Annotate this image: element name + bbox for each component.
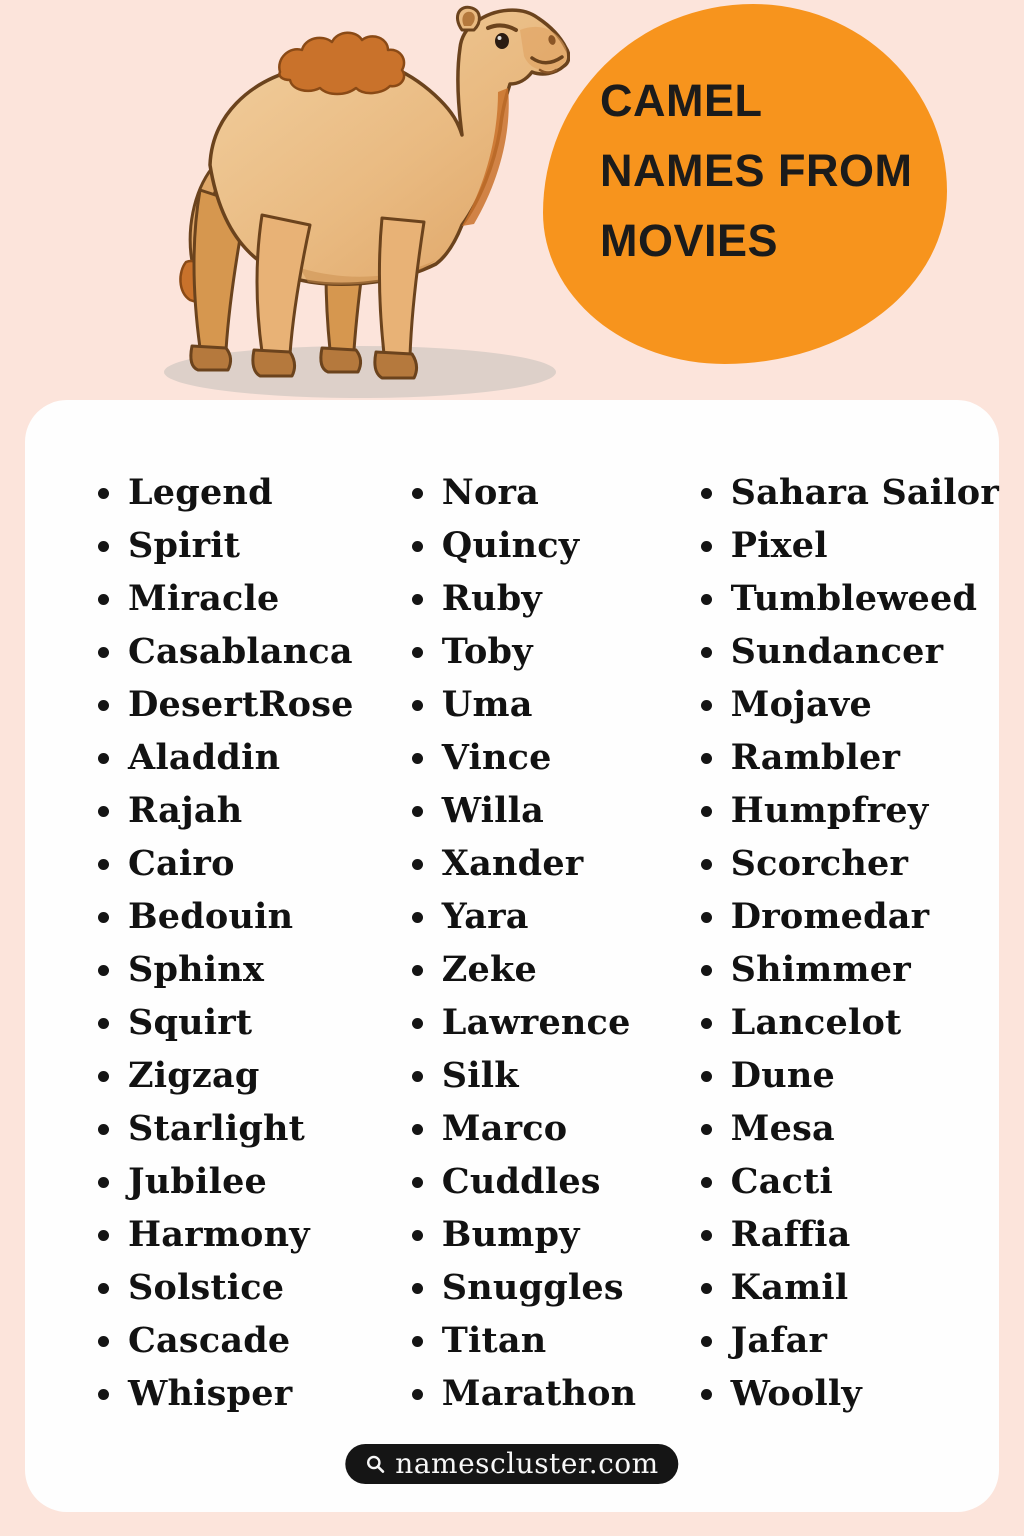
bullet-icon <box>412 753 423 764</box>
list-item <box>701 943 999 996</box>
bullet-icon <box>98 647 109 658</box>
list-item <box>412 784 701 837</box>
camel-name: Kamil <box>730 1267 849 1308</box>
list-item <box>701 1208 999 1261</box>
names-column-3 <box>701 466 999 1420</box>
list-item <box>701 731 999 784</box>
list-item <box>701 572 999 625</box>
bullet-icon <box>98 488 109 499</box>
camel-name: DesertRose <box>128 684 354 725</box>
names-card <box>25 400 999 1512</box>
bullet-icon <box>412 1230 423 1241</box>
bullet-icon <box>701 806 712 817</box>
list-item <box>98 1261 412 1314</box>
title-line: NAMES FROM <box>600 145 913 196</box>
camel-name: Shimmer <box>730 949 911 990</box>
search-icon <box>365 1454 386 1475</box>
camel-name: Rambler <box>730 737 901 778</box>
list-item <box>701 1049 999 1102</box>
camel-name: Rajah <box>128 790 243 831</box>
bullet-icon <box>412 1336 423 1347</box>
camel-name: Ruby <box>441 578 542 619</box>
list-item <box>701 837 999 890</box>
camel-name: Squirt <box>128 1002 253 1043</box>
bullet-icon <box>701 753 712 764</box>
list-item <box>98 890 412 943</box>
list-item <box>98 1314 412 1367</box>
camel-name: Pixel <box>730 525 828 566</box>
bullet-icon <box>98 753 109 764</box>
name-columns <box>25 400 999 1420</box>
list-item <box>701 678 999 731</box>
list-item <box>98 678 412 731</box>
list-item <box>412 943 701 996</box>
list-item <box>412 1102 701 1155</box>
bullet-icon <box>98 1177 109 1188</box>
bullet-icon <box>412 488 423 499</box>
bullet-icon <box>98 1124 109 1135</box>
bullet-icon <box>412 541 423 552</box>
list-item <box>701 1155 999 1208</box>
camel-name: Silk <box>441 1055 519 1096</box>
camel-name: Spirit <box>128 525 241 566</box>
bullet-icon <box>412 594 423 605</box>
camel-name: Toby <box>441 631 533 672</box>
bullet-icon <box>98 1071 109 1082</box>
bullet-icon <box>412 1283 423 1294</box>
list-item <box>98 996 412 1049</box>
camel-name: Whisper <box>128 1373 293 1414</box>
bullet-icon <box>701 700 712 711</box>
bullet-icon <box>412 700 423 711</box>
list-item <box>701 466 999 519</box>
bullet-icon <box>701 647 712 658</box>
camel-name: Lancelot <box>730 1002 902 1043</box>
camel-name: Jubilee <box>128 1161 268 1202</box>
camel-name: Lawrence <box>441 1002 631 1043</box>
list-item <box>98 572 412 625</box>
bullet-icon <box>701 1283 712 1294</box>
list-item <box>412 731 701 784</box>
bullet-icon <box>98 965 109 976</box>
bullet-icon <box>412 859 423 870</box>
bullet-icon <box>701 1336 712 1347</box>
camel-name: Legend <box>128 472 273 513</box>
camel-name: Miracle <box>128 578 280 619</box>
names-column-1 <box>98 466 412 1420</box>
camel-name: Zigzag <box>128 1055 260 1096</box>
list-item <box>98 784 412 837</box>
title-line: MOVIES <box>600 215 779 266</box>
camel-name: Sundancer <box>730 631 944 672</box>
list-item <box>98 731 412 784</box>
list-item <box>701 625 999 678</box>
list-item <box>412 1367 701 1420</box>
camel-name: Sphinx <box>128 949 265 990</box>
bullet-icon <box>98 1336 109 1347</box>
title-line: CAMEL <box>600 75 763 126</box>
camel-name: Willa <box>441 790 545 831</box>
site-label: namescluster.com <box>395 1447 659 1480</box>
camel-name: Quincy <box>441 525 580 566</box>
list-item <box>412 1155 701 1208</box>
camel-name: Uma <box>441 684 533 725</box>
bullet-icon <box>412 1177 423 1188</box>
list-item <box>412 678 701 731</box>
bullet-icon <box>98 700 109 711</box>
list-item <box>412 519 701 572</box>
list-item <box>98 1102 412 1155</box>
bullet-icon <box>412 1018 423 1029</box>
bullet-icon <box>701 1230 712 1241</box>
list-item <box>701 996 999 1049</box>
list-item <box>412 1208 701 1261</box>
names-column-2 <box>412 466 701 1420</box>
list-item <box>701 1261 999 1314</box>
camel-name: Humpfrey <box>730 790 929 831</box>
list-item <box>412 837 701 890</box>
title-blob <box>543 4 947 364</box>
camel-name: Zeke <box>441 949 537 990</box>
list-item <box>701 784 999 837</box>
bullet-icon <box>98 594 109 605</box>
site-badge[interactable] <box>345 1444 678 1484</box>
list-item <box>98 1155 412 1208</box>
bullet-icon <box>701 859 712 870</box>
list-item <box>98 519 412 572</box>
camel-name: Raffia <box>730 1214 851 1255</box>
bullet-icon <box>98 1283 109 1294</box>
camel-name: Woolly <box>730 1373 862 1414</box>
list-item <box>98 1367 412 1420</box>
camel-illustration <box>150 0 570 405</box>
camel-name: Mesa <box>730 1108 835 1149</box>
camel-name: Cacti <box>730 1161 833 1202</box>
bullet-icon <box>98 541 109 552</box>
bullet-icon <box>701 965 712 976</box>
list-item <box>412 996 701 1049</box>
camel-name: Snuggles <box>441 1267 624 1308</box>
list-item <box>98 1208 412 1261</box>
bullet-icon <box>701 488 712 499</box>
bullet-icon <box>412 1124 423 1135</box>
camel-name: Scorcher <box>730 843 909 884</box>
list-item <box>98 837 412 890</box>
bullet-icon <box>98 1018 109 1029</box>
camel-name: Harmony <box>128 1214 310 1255</box>
bullet-icon <box>701 912 712 923</box>
bullet-icon <box>98 859 109 870</box>
list-item <box>412 1314 701 1367</box>
camel-name: Vince <box>441 737 552 778</box>
list-item <box>412 625 701 678</box>
list-item <box>98 625 412 678</box>
camel-name: Solstice <box>128 1267 285 1308</box>
list-item <box>701 1102 999 1155</box>
list-item <box>701 1367 999 1420</box>
camel-name: Bedouin <box>128 896 294 937</box>
bullet-icon <box>412 912 423 923</box>
bullet-icon <box>701 1177 712 1188</box>
bullet-icon <box>701 1071 712 1082</box>
bullet-icon <box>412 647 423 658</box>
camel-name: Nora <box>441 472 540 513</box>
bullet-icon <box>412 1389 423 1400</box>
list-item <box>412 572 701 625</box>
list-item <box>412 466 701 519</box>
bullet-icon <box>412 806 423 817</box>
camel-name: Dromedar <box>730 896 930 937</box>
camel-name: Mojave <box>730 684 872 725</box>
bullet-icon <box>701 1124 712 1135</box>
list-item <box>412 1049 701 1102</box>
camel-name: Dune <box>730 1055 835 1096</box>
camel-name: Cascade <box>128 1320 291 1361</box>
camel-name: Bumpy <box>441 1214 580 1255</box>
list-item <box>701 1314 999 1367</box>
list-item <box>701 890 999 943</box>
bullet-icon <box>412 1071 423 1082</box>
camel-name: Jafar <box>730 1320 828 1361</box>
camel-name: Sahara Sailor <box>730 472 999 513</box>
camel-name: Casablanca <box>128 631 353 672</box>
list-item <box>701 519 999 572</box>
camel-name: Titan <box>441 1320 547 1361</box>
camel-name: Marathon <box>441 1373 637 1414</box>
bullet-icon <box>98 1230 109 1241</box>
bullet-icon <box>412 965 423 976</box>
camel-name: Marco <box>441 1108 568 1149</box>
bullet-icon <box>701 1389 712 1400</box>
list-item <box>412 1261 701 1314</box>
camel-name: Cairo <box>128 843 235 884</box>
list-item <box>98 466 412 519</box>
camel-name: Tumbleweed <box>730 578 978 619</box>
list-item <box>98 1049 412 1102</box>
bullet-icon <box>98 806 109 817</box>
bullet-icon <box>701 594 712 605</box>
bullet-icon <box>701 1018 712 1029</box>
camel-name: Aladdin <box>128 737 281 778</box>
camel-name: Starlight <box>128 1108 306 1149</box>
bullet-icon <box>701 541 712 552</box>
bullet-icon <box>98 1389 109 1400</box>
camel-name: Yara <box>441 896 529 937</box>
page-title <box>600 66 913 276</box>
list-item <box>412 890 701 943</box>
camel-name: Cuddles <box>441 1161 601 1202</box>
list-item <box>98 943 412 996</box>
bullet-icon <box>98 912 109 923</box>
camel-name: Xander <box>441 843 584 884</box>
